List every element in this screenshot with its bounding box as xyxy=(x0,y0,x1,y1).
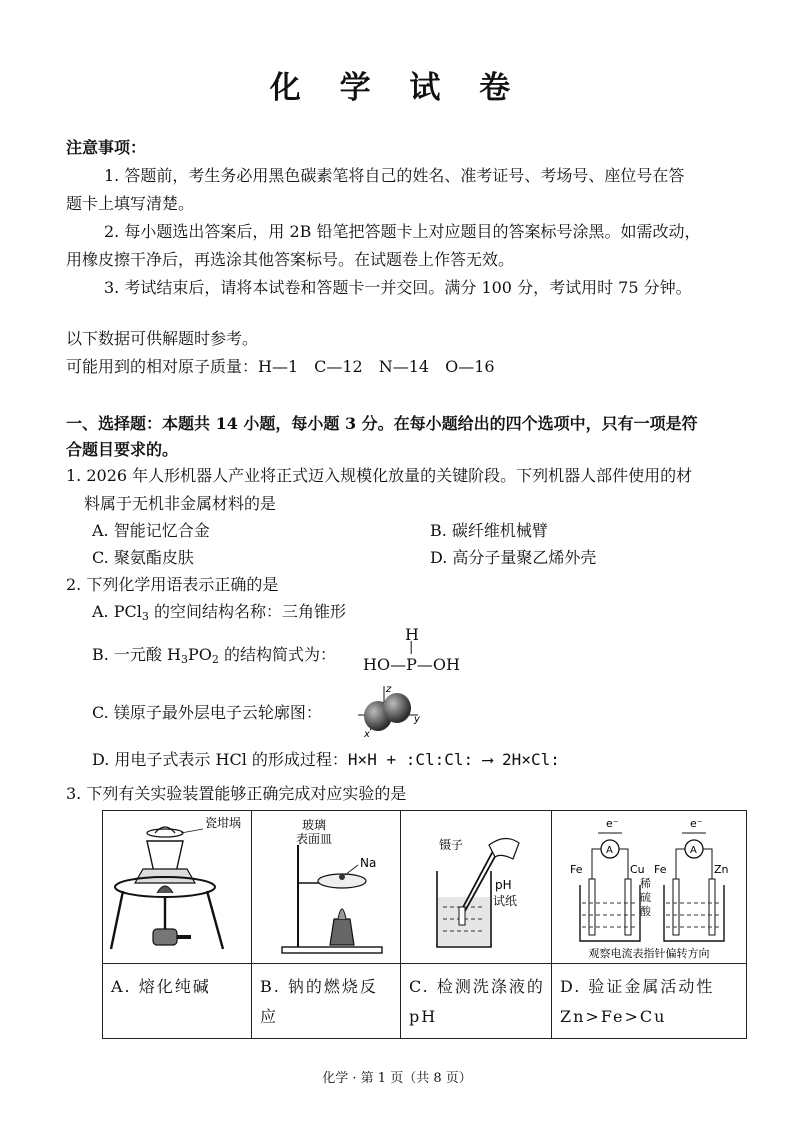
electron-arrow-1-label: e⁻ xyxy=(606,817,619,830)
reference-line-2: 可能用到的相对原子质量：H—1 C—12 N—14 O—16 xyxy=(66,357,495,376)
electrode-fe-2: Fe xyxy=(654,863,667,876)
notice-item-2-line-2: 用橡皮擦干净后，再选涂其他答案标号。在试题卷上作答无效。 xyxy=(66,250,515,269)
experiment-c-image-cell xyxy=(401,811,552,964)
question-3-stem: 3. 下列有关实验装置能够正确完成对应实验的是 xyxy=(66,784,407,803)
electrode-cu: Cu xyxy=(630,863,645,876)
question-2-option-b xyxy=(92,643,336,672)
structure-main-chain: HO—P—OH xyxy=(363,655,460,674)
p-orbital-diagram xyxy=(352,682,432,740)
q2-a-sub: 3 xyxy=(141,610,149,623)
q2-a-pre: A. PCl xyxy=(92,602,142,621)
orbital-lobe-right xyxy=(383,693,411,723)
electrode-zn: Zn xyxy=(714,863,729,876)
question-1-stem-line-2: 料属于无机非金属材料的是 xyxy=(84,494,277,513)
watch-glass-label-1: 玻璃 xyxy=(302,818,327,832)
alcohol-lamp xyxy=(330,919,354,945)
q2-d-formula: H×H + :Cl:Cl: ⟶ 2H×Cl: xyxy=(347,750,560,769)
question-1-stem-line-1: 1. 2026 年人形机器人产业将正式迈入规模化放量的关键阶段。下列机器人部件使用的材 xyxy=(66,466,693,485)
experiment-c-caption: C. 检测洗涤液的 pH xyxy=(401,964,552,1039)
q2-d-pre: D. 用电子式表示 HCl 的形成过程： xyxy=(92,750,348,769)
electron-arrow-2-label: e⁻ xyxy=(690,817,703,830)
experiment-a-image-cell xyxy=(103,811,252,964)
experiment-b-image-cell xyxy=(252,811,401,964)
structure-bond-vertical: | xyxy=(409,640,414,655)
axis-label-z: z xyxy=(386,684,392,695)
ammeter-1-label: A xyxy=(606,845,613,856)
ammeter-2-label: A xyxy=(690,845,697,856)
question-2-option-d xyxy=(92,748,560,772)
notice-item-1-line-1: 1. 答题前，考生务必用黑色碳素笔将自己的姓名、准考证号、考场号、座位号在答 xyxy=(104,166,685,185)
q2-b-mid: PO xyxy=(187,645,212,664)
galvanic-caption: 观察电流表指针偏转方向 xyxy=(588,947,710,960)
reference-line-1: 以下数据可供解题时参考。 xyxy=(66,329,259,348)
experiment-d-image-cell xyxy=(552,811,747,964)
page-title: 化 学 试 卷 xyxy=(269,70,525,106)
notice-item-1-line-2: 题卡上填写清楚。 xyxy=(66,194,195,213)
question-1-option-a: A. 智能记忆合金 xyxy=(92,521,210,540)
notice-item-2-line-1: 2. 每小题选出答案后，用 2B 铅笔把答题卡上对应题目的答案标号涂黑。如需改动， xyxy=(104,222,701,241)
question-2-option-a xyxy=(92,600,346,629)
q2-b-post: 的结构简式为： xyxy=(218,645,336,664)
experiment-b-caption: B. 钠的燃烧反应 xyxy=(252,964,401,1039)
structure-h-top: H xyxy=(405,625,419,644)
axis-label-y: y xyxy=(414,714,420,725)
notice-item-3: 3. 考试结束后，请将本试卷和答题卡一并交回。满分 100 分，考试用时 75 分钟。 xyxy=(104,278,692,297)
stand-base xyxy=(282,947,382,953)
ph-paper-label-1: pH xyxy=(495,878,512,892)
axis-label-x: x xyxy=(364,729,370,740)
notice-heading: 注意事项： xyxy=(66,138,147,157)
q2-b-sub1: 3 xyxy=(180,653,188,666)
galvanic-cells-diagram xyxy=(552,811,746,963)
sodium-label: Na xyxy=(360,856,377,870)
question-1-option-b: B. 碳纤维机械臂 xyxy=(430,521,548,540)
electrode-fe-1: Fe xyxy=(570,863,583,876)
q2-a-post: 的空间结构名称：三角锥形 xyxy=(148,602,346,621)
question-1-option-c: C. 聚氨酯皮肤 xyxy=(92,548,194,567)
crucible-label: 瓷坩埚 xyxy=(204,816,242,830)
crucible-on-tripod-diagram xyxy=(103,811,251,963)
watch-glass-label-2: 表面皿 xyxy=(296,832,333,846)
sodium-combustion-diagram xyxy=(252,811,400,963)
question-2-stem: 2. 下列化学用语表示正确的是 xyxy=(66,575,279,594)
experiment-a-caption: A. 熔化纯碱 xyxy=(103,964,252,1039)
section-1-heading-line-1: 一、选择题：本题共 14 小题，每小题 3 分。在每小题给出的四个选项中，只有一项是符 xyxy=(66,414,698,433)
question-1-option-d: D. 高分子量聚乙烯外壳 xyxy=(430,548,597,567)
hand xyxy=(489,838,519,859)
experiment-table xyxy=(102,810,747,1039)
ph-test-diagram xyxy=(401,811,551,963)
burner xyxy=(153,929,177,945)
page-footer: 化学 · 第 1 页（共 8 页） xyxy=(322,1071,472,1086)
ph-paper-label-2: 试纸 xyxy=(493,894,518,908)
question-2-option-c: C. 镁原子最外层电子云轮廓图： xyxy=(92,703,322,722)
q2-b-sub2: 2 xyxy=(211,653,219,666)
section-1-heading-line-2: 合题目要求的。 xyxy=(66,440,179,459)
q2-b-pre: B. 一元酸 H xyxy=(92,645,181,664)
experiment-d-caption: D. 验证金属活动性 Zn>Fe>Cu xyxy=(552,964,747,1039)
dilute-sulfuric-acid-label: 稀硫酸 xyxy=(640,877,651,918)
tweezers-label: 镊子 xyxy=(439,838,464,852)
